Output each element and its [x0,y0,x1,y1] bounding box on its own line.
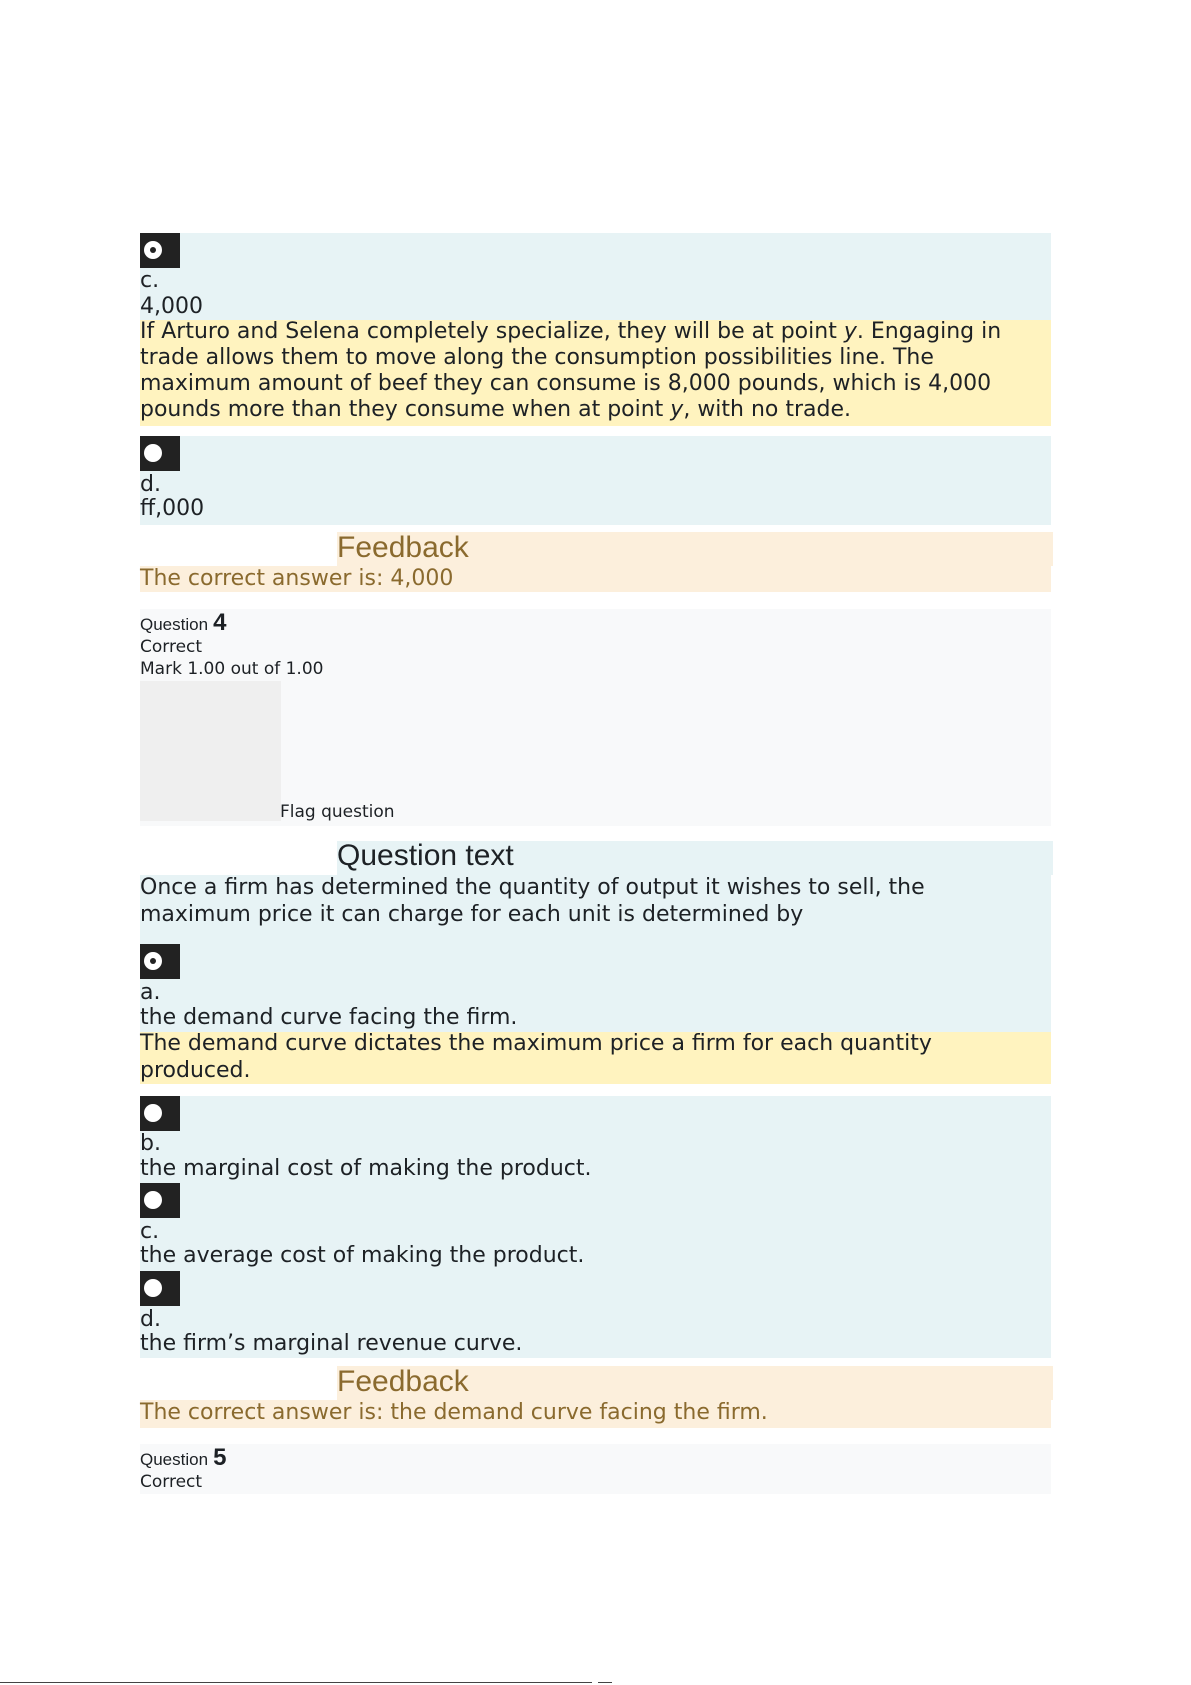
feedback-heading: Feedback [337,1365,469,1398]
question-status: Correct [140,1472,203,1492]
answer-option-d[interactable] [140,436,1051,525]
option-text: 4,000 [140,294,203,319]
radio-unchecked-icon[interactable] [140,1096,180,1131]
question-mark: Mark 1.00 out of 1.00 [140,659,324,679]
question-text: Once a firm has determined the quantity of output it wishes to sell, the maximum price it can charge for each unit is determined by [140,875,925,927]
option-letter: a. [140,980,161,1005]
question-info-panel [140,1444,1051,1494]
answer-options-group [140,1096,1051,1358]
question-number: Question 5 [140,1444,227,1471]
option-text: ff,000 [140,496,205,521]
flag-question-link[interactable]: Flag question [280,802,395,822]
page-divider-right [598,1682,612,1683]
option-letter: c. [140,1219,160,1244]
question-status: Correct [140,637,203,657]
page-divider [0,1682,592,1683]
option-letter: d. [140,472,161,497]
explanation-text: The demand curve dictates the maximum price a firm for each quantity produced. [140,1031,932,1083]
option-text: the demand curve facing the firm. [140,1005,518,1030]
question-number: Question 4 [140,609,227,636]
radio-checked-icon[interactable] [140,944,180,979]
option-text: the firm’s marginal revenue curve. [140,1331,523,1356]
option-letter: d. [140,1307,161,1332]
feedback-text: The correct answer is: the demand curve facing the firm. [140,1400,768,1425]
option-text: the marginal cost of making the product. [140,1156,592,1181]
radio-unchecked-icon[interactable] [140,1183,180,1218]
feedback-text: The correct answer is: 4,000 [140,566,454,591]
question-text-heading: Question text [337,839,514,872]
answer-option-c[interactable] [140,233,1051,321]
radio-unchecked-icon[interactable] [140,436,180,471]
flag-icon[interactable] [140,681,281,821]
radio-checked-icon[interactable] [140,233,180,268]
option-letter: c. [140,268,160,293]
option-text: the average cost of making the product. [140,1243,585,1268]
radio-unchecked-icon[interactable] [140,1271,180,1306]
explanation-text: If Arturo and Selena completely specialize, they will be at point y. Engaging in trade allows them to move along the consumption possibilities line. The maximum amount of beef they can consume is 8,000 pounds, which is 4,000 pounds more than they consume when at point y, with no trade. [140,319,1002,422]
feedback-heading: Feedback [337,531,469,564]
option-letter: b. [140,1131,161,1156]
